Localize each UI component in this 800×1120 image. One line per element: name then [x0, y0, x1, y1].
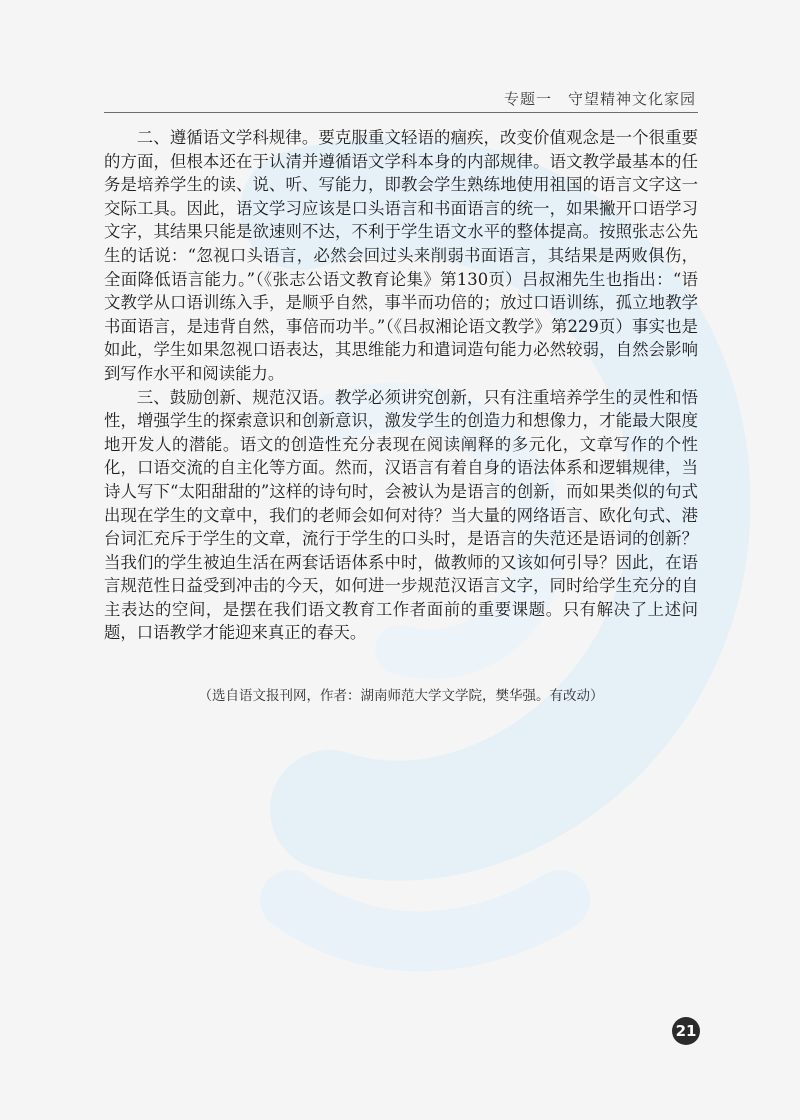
page-number-badge: 21: [672, 1017, 700, 1045]
running-header: 专题一 守望精神文化家园: [503, 90, 696, 108]
paragraph-3: 三、鼓励创新、规范汉语。教学必须讲究创新，只有注重培养学生的灵性和悟性，增强学生的探索意识和创新意识，激发学生的创造力和想像力，才能最大限度地开发人的潜能。语文的创造性充分表现在阅读阐释的多元化，文章写作的个性化，口语交流的自主化等方面。然而，汉语言有着自身的语法体系和逻辑规律，当诗人写下“太阳甜甜的”这样的诗句时，会被认为是语言的创新，而如果类似的句式出现在学生的文章中，我们的老师会如何对待？当大量的网络语言、欧化句式、港台词汇充斥于学生的文章，流行于学生的口头时，是语言的失范还是语词的创新？当我们的学生被迫生活在两套话语体系中时，做教师的又该如何引导？因此，在语言规范性日益受到冲击的今天，如何进一步规范汉语言文字，同时给学生充分的自主表达的空间，是摆在我们语文教育工作者面前的重要课题。只有解决了上述问题，口语教学才能迎来真正的春天。: [104, 387, 698, 643]
header-divider: [104, 112, 698, 113]
article-body: [104, 126, 698, 645]
source-note: （选自语文报刊网，作者：湖南师范大学文学院，樊华强。有改动）: [198, 688, 604, 704]
paragraph-2: 二、遵循语文学科规律。要克服重文轻语的痼疾，改变价值观念是一个很重要的方面，但根本还在于认清并遵循语文学科本身的内部规律。语文教学最基本的任务是培养学生的读、说、听、写能力，即教会学生熟练地使用祖国的语言文字这一交际工具。因此，语文学习应该是口头语言和书面语言的统一，如果撇开口语学习文字，其结果只能是欲速则不达，不利于学生语文水平的整体提高。按照张志公先生的话说：“忽视口头语言，必然会回过头来削弱书面语言，其结果是两败俱伤，全面降低语言能力。”（《张志公语文教育论集》第130页）吕叔湘先生也指出：“语文教学从口语训练入手，是顺乎自然，事半而功倍的；放过口语训练，孤立地教学书面语言，是违背自然，事倍而功半。”（《吕叔湘论语文教学》第229页）事实也是如此，学生如果忽视口语表达，其思维能力和遣词造句能力必然较弱，自然会影响到写作水平和阅读能力。: [104, 128, 698, 383]
